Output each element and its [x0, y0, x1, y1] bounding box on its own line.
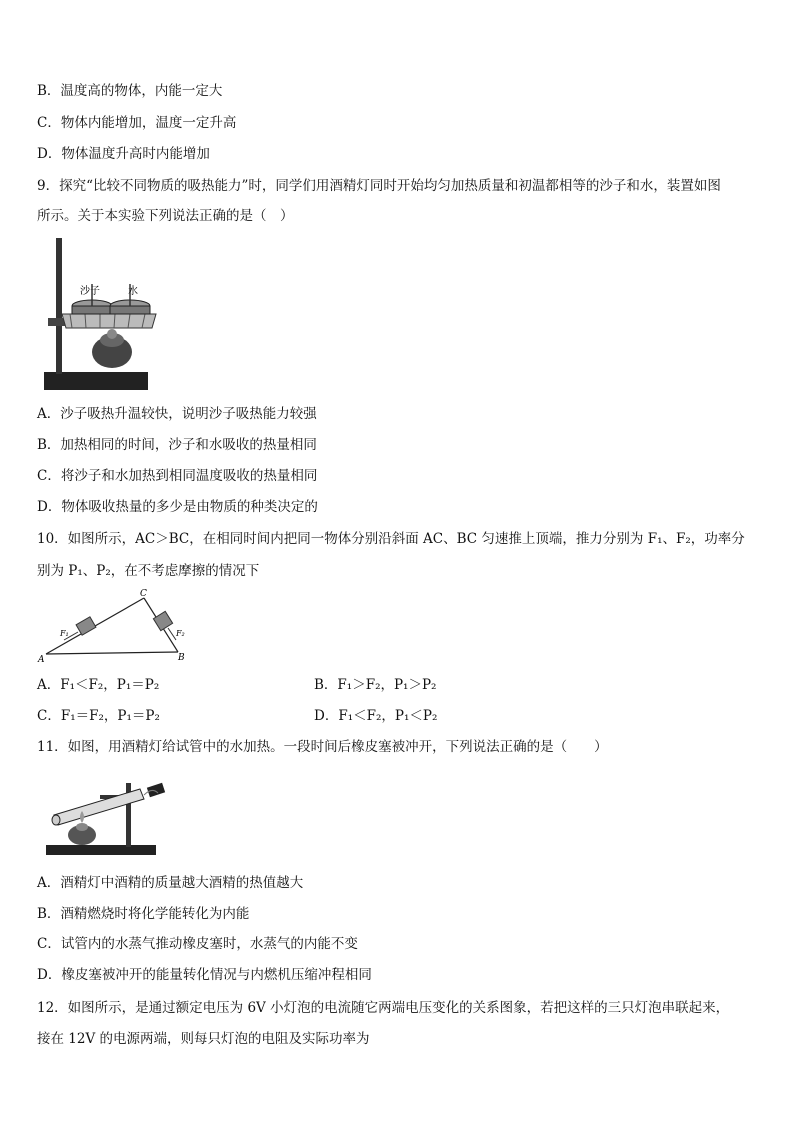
q11-figure-test-tube-heating — [40, 775, 180, 861]
label-sand: 沙子 — [80, 286, 100, 297]
q9-option-c: C．将沙子和水加热到相同温度吸收的热量相同 — [37, 468, 318, 484]
q9-stem-line1: 9．探究“比较不同物质的吸热能力”时，同学们用酒精灯同时开始均匀加热质量和初温都相等的沙子和水，装置如图 — [37, 178, 721, 194]
prev-option-d: D．物体温度升高时内能增加 — [37, 146, 210, 162]
prev-option-b: B．温度高的物体，内能一定大 — [37, 83, 223, 99]
q11-option-a: A．酒精灯中酒精的质量越大酒精的热值越大 — [37, 875, 304, 891]
q10-option-a: A．F₁＜F₂，P₁＝P₂ — [37, 677, 160, 693]
q10-stem-line1: 10．如图所示，AC＞BC，在相同时间内把同一物体分别沿斜面 AC、BC 匀速推上顶端，推力分别为 F₁、F₂，功率分 — [37, 531, 745, 547]
q11-option-c: C．试管内的水蒸气推动橡皮塞时，水蒸气的内能不变 — [37, 936, 358, 952]
q12-stem-line2: 接在 12V 的电源两端，则每只灯泡的电阻及实际功率为 — [37, 1031, 370, 1047]
q9-stem-line2: 所示。关于本实验下列说法正确的是（ ） — [37, 208, 294, 224]
q10-option-c: C．F₁＝F₂，P₁＝P₂ — [37, 708, 160, 724]
q9-option-d: D．物体吸收热量的多少是由物质的种类决定的 — [37, 499, 318, 515]
q10-figure-inclines — [36, 588, 196, 664]
label-point-b: B — [178, 653, 185, 663]
label-point-a: A — [38, 655, 45, 664]
q11-option-b: B．酒精燃烧时将化学能转化为内能 — [37, 906, 250, 922]
q10-option-b: B．F₁＞F₂，P₁＞P₂ — [314, 677, 437, 693]
label-f1: F₁ — [60, 629, 69, 638]
prev-option-c: C．物体内能增加，温度一定升高 — [37, 115, 237, 131]
q9-option-a: A．沙子吸热升温较快，说明沙子吸热能力较强 — [37, 406, 317, 422]
label-point-c: C — [140, 589, 147, 599]
q9-figure-heating-apparatus — [40, 234, 160, 394]
q10-option-d: D．F₁＜F₂，P₁＜P₂ — [314, 708, 438, 724]
q11-stem: 11．如图，用酒精灯给试管中的水加热。一段时间后橡皮塞被冲开，下列说法正确的是（ ） — [37, 739, 608, 755]
q9-option-b: B．加热相同的时间，沙子和水吸收的热量相同 — [37, 437, 317, 453]
q10-stem-line2: 别为 P₁、P₂，在不考虑摩擦的情况下 — [37, 563, 260, 579]
label-f2: F₂ — [176, 629, 185, 638]
q11-option-d: D．橡皮塞被冲开的能量转化情况与内燃机压缩冲程相同 — [37, 967, 372, 983]
label-water: 水 — [128, 286, 138, 297]
q12-stem-line1: 12．如图所示，是通过额定电压为 6V 小灯泡的电流随它两端电压变化的关系图象，若把这样的三只灯泡串联起来， — [37, 1000, 730, 1016]
